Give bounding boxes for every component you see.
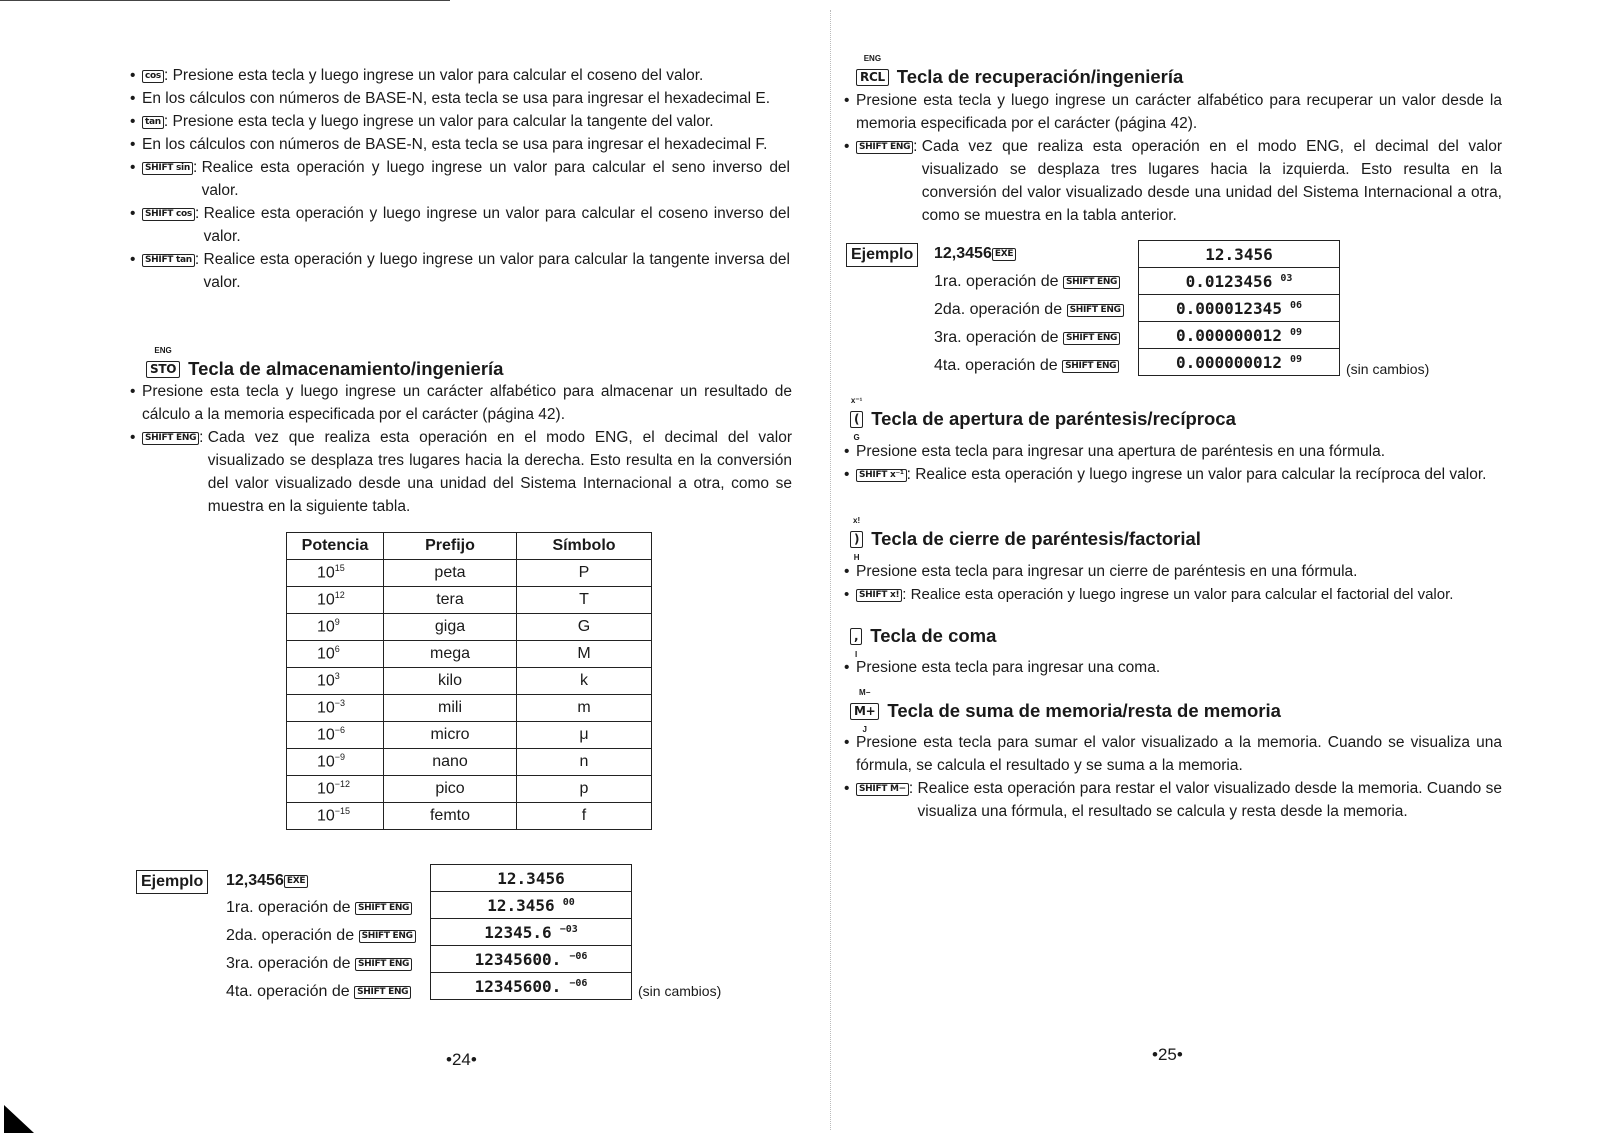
symbol-cell: p <box>517 776 652 803</box>
prefix-cell: mili <box>384 695 517 722</box>
display-value: 12.3456 $^{00}$ <box>431 892 632 919</box>
power-cell: $10^{-3}$ <box>287 695 384 722</box>
shift-eng-key-icon: SHIFT ENG <box>355 902 412 915</box>
comma-paragraph: • Presione esta tecla para ingresar una coma. <box>844 656 1502 679</box>
open-paren-body <box>844 440 1502 486</box>
open-paren-shift-text: Realice esta operación y luego ingrese un valor para calcular la recíproca del valor. <box>915 466 1487 483</box>
open-paren-paragraph: • Presione esta tecla para ingresar una apertura de paréntesis en una fórmula. <box>844 440 1502 463</box>
shift-eng-key-icon: SHIFT ENG <box>359 930 416 943</box>
prefix-cell: pico <box>384 776 517 803</box>
symbol-cell: M <box>517 641 652 668</box>
operation-line: 1ra. operación de SHIFT ENG <box>226 894 416 922</box>
list-item: • SHIFT sin : Realice esta operación y luego ingrese un valor para calcular el seno inverso del valor. <box>130 156 790 202</box>
display-value: 0.000012345 $^{06}$ <box>1139 295 1340 322</box>
table-row <box>287 776 652 803</box>
list-item-text: : Presione esta tecla y luego ingrese un valor para calcular la tangente del valor. <box>163 113 714 130</box>
prefix-cell: giga <box>384 614 517 641</box>
list-item: • SHIFT tan : Realice esta operación y luego ingrese un valor para calcular la tangente inversa del valor. <box>130 248 790 294</box>
sto-section-body <box>130 380 792 518</box>
cos-key-icon: cos <box>142 70 164 83</box>
example-input: 12,3456 EXE <box>934 245 1016 263</box>
prefix-cell: peta <box>384 560 517 587</box>
rcl-key-icon: ENG RCL <box>856 66 889 88</box>
rcl-section-body <box>844 89 1502 227</box>
display-table-right <box>1138 240 1340 376</box>
display-value: 12.3456 <box>1139 241 1340 268</box>
display-value: 12345.6 $^{-03}$ <box>431 919 632 946</box>
power-cell: $10^3$ <box>287 668 384 695</box>
operation-line: 3ra. operación de SHIFT ENG <box>934 324 1124 352</box>
list-item <box>130 133 790 156</box>
symbol-cell: k <box>517 668 652 695</box>
list-item-text: Realice esta operación y luego ingrese un valor para calcular la tangente inversa del valor. <box>203 251 790 291</box>
operation-line: 1ra. operación de SHIFT ENG <box>934 268 1124 296</box>
exe-key-icon: EXE <box>284 875 308 888</box>
shift-mminus-key-icon: SHIFT M− <box>856 783 909 796</box>
right-page <box>820 0 1600 1133</box>
symbol-cell: G <box>517 614 652 641</box>
display-value: 0.000000012 $^{09}$ <box>1139 349 1340 376</box>
page-number: •25• <box>1152 1045 1183 1064</box>
list-item-text: Realice esta operación y luego ingrese un valor para calcular el coseno inverso del valor. <box>203 205 790 245</box>
page-number: •24• <box>446 1050 477 1069</box>
mplus-heading <box>850 688 1281 734</box>
symbol-cell: μ <box>517 722 652 749</box>
rcl-section-heading <box>856 54 1184 88</box>
display-value: 12345600. $^{-06}$ <box>431 946 632 973</box>
shift-eng-key-icon: SHIFT ENG <box>1063 276 1120 289</box>
table-row <box>287 587 652 614</box>
power-cell: $10^{-6}$ <box>287 722 384 749</box>
prefix-cell: femto <box>384 803 517 830</box>
table-row <box>287 560 652 587</box>
power-cell: $10^{-15}$ <box>287 803 384 830</box>
close-paren-body <box>844 560 1509 606</box>
table-row <box>287 803 652 830</box>
shift-factorial-key-icon: SHIFT x! <box>856 589 902 602</box>
mplus-shift-paragraph: • SHIFT M− : Realice esta operación para restar el valor visualizado desde la memoria. Cuando se visualiza una fórmula, el resultado se calcula y resta desde la memoria. <box>844 777 1502 823</box>
section-title: Tecla de coma <box>870 625 997 646</box>
symbol-cell: n <box>517 749 652 776</box>
example-operations <box>934 268 1124 380</box>
comma-body <box>844 656 1502 679</box>
sto-section-heading <box>146 346 504 380</box>
mplus-key-icon: M− M+ J <box>850 700 879 722</box>
prefix-cell: mega <box>384 641 517 668</box>
close-paren-paragraph: • Presione esta tecla para ingresar un cierre de paréntesis en una fórmula. <box>844 560 1509 583</box>
left-bullet-list <box>130 64 790 294</box>
shift-reciprocal-key-icon: SHIFT x⁻¹ <box>856 469 907 482</box>
close-paren-shift-paragraph: • SHIFT x! : Realice esta operación y luego ingrese un valor para calcular el factorial del valor. <box>844 583 1509 606</box>
comma-heading <box>850 625 997 659</box>
section-title: Tecla de recuperación/ingeniería <box>896 66 1184 87</box>
example-label: Ejemplo <box>846 243 918 267</box>
list-item <box>130 110 790 133</box>
operation-line: 2da. operación de SHIFT ENG <box>934 296 1124 324</box>
no-change-note: (sin cambios) <box>638 983 722 999</box>
prefix-cell: tera <box>384 587 517 614</box>
prefix-cell: micro <box>384 722 517 749</box>
comma-key-icon: , I <box>850 625 862 647</box>
operation-line: 2da. operación de SHIFT ENG <box>226 922 416 950</box>
sto-paragraph: • Presione esta tecla y luego ingrese un carácter alfabético para almacenar un resultado de cálculo a la memoria especificada por el carácter (página 42). <box>130 380 792 426</box>
list-item-text: En los cálculos con números de BASE-N, esta tecla se usa para ingresar el hexadecimal F. <box>142 136 768 153</box>
power-cell: $10^{12}$ <box>287 587 384 614</box>
no-change-note: (sin cambios) <box>1346 361 1430 377</box>
table-row <box>287 695 652 722</box>
power-cell: $10^{15}$ <box>287 560 384 587</box>
symbol-cell: f <box>517 803 652 830</box>
table-header: Prefijo <box>384 533 517 560</box>
prefix-cell: kilo <box>384 668 517 695</box>
display-value: 12345600. $^{-06}$ <box>431 973 632 1000</box>
symbol-cell: P <box>517 560 652 587</box>
section-title: Tecla de almacenamiento/ingeniería <box>188 358 504 379</box>
open-paren-key-icon: x⁻¹ ( G <box>850 396 863 442</box>
rcl-shift-text: Cada vez que realiza esta operación en el modo ENG, el decimal del valor visualizado se desplaza tres lugares hacia la izquierda. Esto resulta en la conversión del valor visualizado desde una unidad del Sistema Internacional a otra, como se muestra en la tabla anterior. <box>921 138 1502 224</box>
shift-eng-key-icon: SHIFT ENG <box>355 958 412 971</box>
sto-shift-paragraph: • SHIFT ENG : Cada vez que realiza esta operación en el modo ENG, el decimal del valor visualizado se desplaza tres lugares hacia la derecha. Esto resulta en la conversión del valor visualizado desde una unidad del Sistema Internacional a otra, como se muestra en la siguiente tabla. <box>130 426 792 518</box>
list-item-text: : Presione esta tecla y luego ingrese un valor para calcular el coseno del valor. <box>163 67 704 84</box>
close-paren-heading <box>850 516 1201 562</box>
table-header: Símbolo <box>517 533 652 560</box>
prefix-cell: nano <box>384 749 517 776</box>
display-value: 12.3456 <box>431 865 632 892</box>
mplus-body <box>844 731 1502 823</box>
exe-key-icon: EXE <box>992 248 1016 261</box>
display-value: 0.000000012 $^{09}$ <box>1139 322 1340 349</box>
shift-eng-key-icon: SHIFT ENG <box>354 986 411 999</box>
table-row <box>287 668 652 695</box>
power-cell: $10^{-12}$ <box>287 776 384 803</box>
open-paren-shift-paragraph: • SHIFT x⁻¹ : Realice esta operación y luego ingrese un valor para calcular la recíproca del valor. <box>844 463 1502 486</box>
rcl-paragraph: • Presione esta tecla y luego ingrese un carácter alfabético para recuperar un valor desde la memoria especificada por el carácter (página 42). <box>844 89 1502 135</box>
operation-line: 4ta. operación de SHIFT ENG <box>934 352 1124 380</box>
mplus-shift-text: Realice esta operación para restar el valor visualizado desde la memoria. Cuando se visualiza una fórmula, el resultado se calcula y resta desde la memoria. <box>917 780 1502 820</box>
shift-eng-key-icon: SHIFT ENG <box>856 141 913 154</box>
table-row <box>287 749 652 776</box>
shift-eng-key-icon: SHIFT ENG <box>1063 332 1120 345</box>
table-header: Potencia <box>287 533 384 560</box>
shift-tan-key-icon: SHIFT tan <box>142 254 195 267</box>
shift-eng-key-icon: SHIFT ENG <box>1062 360 1119 373</box>
symbol-cell: m <box>517 695 652 722</box>
power-cell: $10^{-9}$ <box>287 749 384 776</box>
power-cell: $10^9$ <box>287 614 384 641</box>
table-row <box>287 614 652 641</box>
display-table-left <box>430 864 632 1000</box>
section-title: Tecla de cierre de paréntesis/factorial <box>871 528 1201 549</box>
rcl-shift-paragraph: • SHIFT ENG : Cada vez que realiza esta operación en el modo ENG, el decimal del valor visualizado se desplaza tres lugares hacia la izquierda. Esto resulta en la conversión del valor visualizado desde una unidad del Sistema Internacional a otra, como se muestra en la tabla anterior. <box>844 135 1502 227</box>
close-paren-shift-text: Realice esta operación y luego ingrese un valor para calcular el factorial del valor. <box>910 586 1454 603</box>
list-item-text: En los cálculos con números de BASE-N, esta tecla se usa para ingresar el hexadecimal E. <box>142 90 771 107</box>
operation-line: 4ta. operación de SHIFT ENG <box>226 978 416 1006</box>
close-paren-key-icon: x! ) H <box>850 528 863 550</box>
open-paren-heading <box>850 396 1236 442</box>
table-row <box>287 722 652 749</box>
example-label: Ejemplo <box>136 870 208 894</box>
tan-key-icon: tan <box>142 116 164 129</box>
list-item <box>130 87 790 110</box>
shift-eng-key-icon: SHIFT ENG <box>1067 304 1124 317</box>
operation-line: 3ra. operación de SHIFT ENG <box>226 950 416 978</box>
shift-sin-key-icon: SHIFT sin <box>142 162 193 175</box>
list-item-text: Realice esta operación y luego ingrese un valor para calcular el seno inverso del valor. <box>201 159 790 199</box>
shift-cos-key-icon: SHIFT cos <box>142 208 195 221</box>
example-operations <box>226 894 416 1006</box>
shift-eng-key-icon: SHIFT ENG <box>142 432 199 445</box>
si-prefix-table <box>286 532 652 830</box>
mplus-paragraph: • Presione esta tecla para sumar el valor visualizado a la memoria. Cuando se visualiza una fórmula, se calcula el resultado y se suma a la memoria. <box>844 731 1502 777</box>
list-item <box>130 64 790 87</box>
display-value: 0.0123456 $^{03}$ <box>1139 268 1340 295</box>
sto-shift-text: Cada vez que realiza esta operación en el modo ENG, el decimal del valor visualizado se desplaza tres lugares hacia la derecha. Esto resulta en la conversión del valor visualizado desde una unidad del Sistema Internacional a otra, como se muestra en la siguiente tabla. <box>207 429 792 515</box>
sto-key-icon: ENG STO <box>146 358 180 380</box>
power-cell: $10^6$ <box>287 641 384 668</box>
table-row <box>287 641 652 668</box>
example-input: 12,3456 EXE <box>226 872 308 890</box>
section-title: Tecla de apertura de paréntesis/recíproca <box>871 408 1236 429</box>
list-item: • SHIFT cos : Realice esta operación y luego ingrese un valor para calcular el coseno inverso del valor. <box>130 202 790 248</box>
section-title: Tecla de suma de memoria/resta de memoria <box>887 700 1281 721</box>
symbol-cell: T <box>517 587 652 614</box>
